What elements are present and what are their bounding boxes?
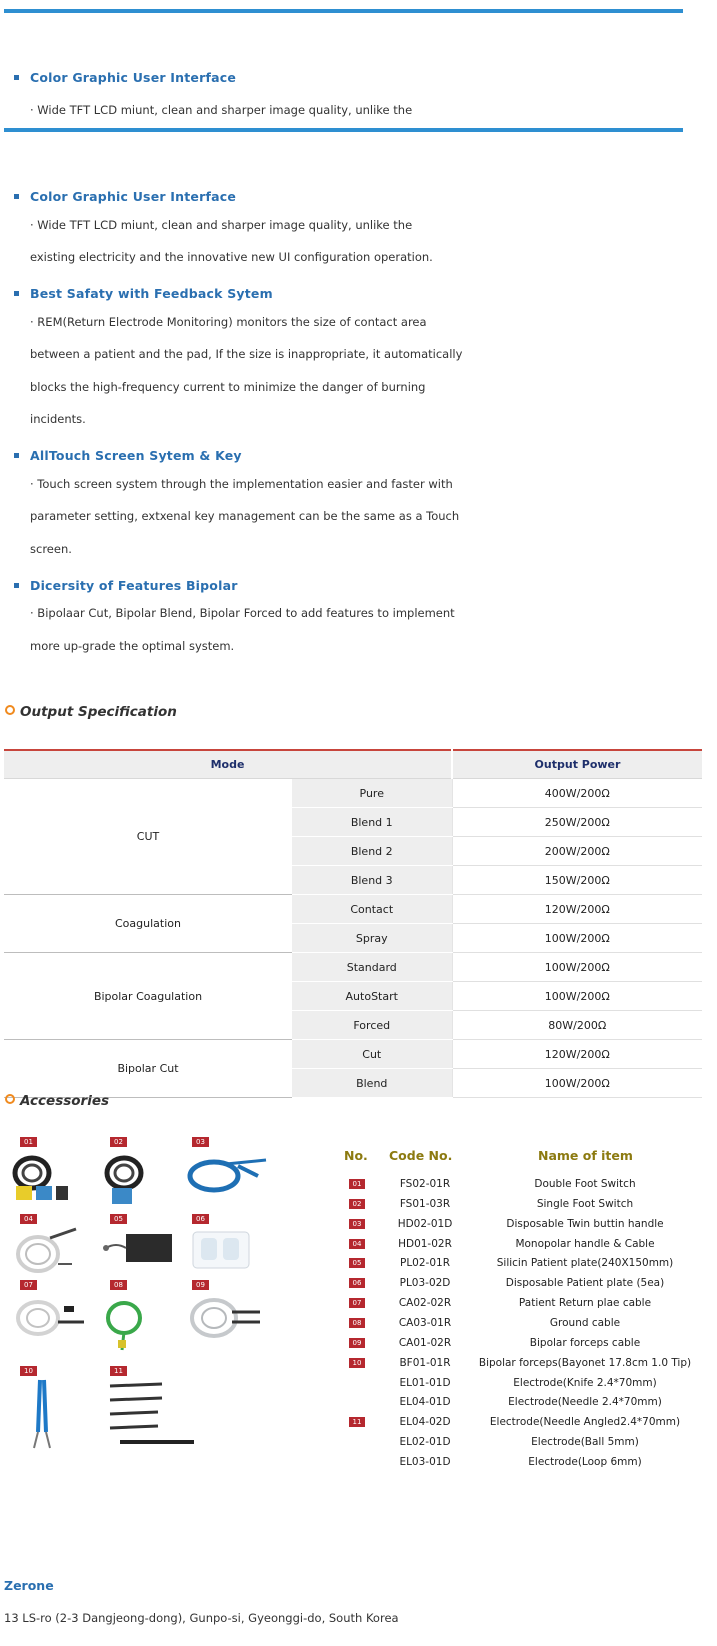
spec-power-cell: 150W/200Ω xyxy=(452,866,702,895)
spec-mode-cell: Bipolar Coagulation xyxy=(4,953,292,1040)
feature-title-text: Best Safaty with Feedback Sytem xyxy=(30,286,273,301)
feature-title-text: Dicersity of Features Bipolar xyxy=(30,578,238,593)
item-number-badge: 07 xyxy=(349,1298,365,1308)
accessory-row xyxy=(340,1414,700,1433)
feature-text-line: · Touch screen system through the implementation easier and faster with xyxy=(30,477,453,491)
accessory-row xyxy=(340,1394,700,1413)
spec-power-cell: 120W/200Ω xyxy=(452,895,702,924)
top-feature-line: · Wide TFT LCD miunt, clean and sharper image quality, unlike the xyxy=(30,103,413,117)
item-code: HD01-02R xyxy=(398,1237,452,1250)
item-name: Bipolar forceps cable xyxy=(529,1336,641,1349)
accessory-row xyxy=(340,1295,700,1314)
accessory-row xyxy=(340,1434,700,1453)
item-code: EL04-02D xyxy=(399,1416,451,1429)
spec-row xyxy=(4,1040,702,1069)
accessory-row xyxy=(340,1196,700,1215)
item-number-badge: 05 xyxy=(349,1258,365,1268)
spec-submode-cell: AutoStart xyxy=(292,982,452,1011)
item-code: CA01-02R xyxy=(398,1336,452,1349)
square-bullet-icon xyxy=(14,583,19,588)
item-code: FS02-01R xyxy=(399,1178,451,1190)
item-name: Electrode(Knife 2.4*70mm) xyxy=(513,1376,657,1389)
feature-text-line: existing electricity and the innovative new UI configuration operation. xyxy=(30,250,433,264)
silicone-patient-plate-image xyxy=(102,1226,178,1272)
item-number-badge: 02 xyxy=(349,1199,365,1209)
item-code: FS01-03R xyxy=(399,1197,451,1210)
item-name: Electrode(Ball 5mm) xyxy=(531,1436,639,1449)
accessories-heading: Accessories xyxy=(5,1093,109,1109)
item-number-badge: 01 xyxy=(349,1179,365,1189)
thumbnail-number-badge: 03 xyxy=(192,1137,209,1147)
top-feature-title xyxy=(14,70,236,85)
thumbnail-number-badge: 08 xyxy=(110,1280,127,1290)
spec-submode-cell: Pure xyxy=(292,779,452,808)
item-code: CA02-02R xyxy=(398,1297,452,1310)
spec-submode-cell: Forced xyxy=(292,1011,452,1040)
spec-mode-cell: CUT xyxy=(4,779,292,895)
electrodes-image xyxy=(106,1378,198,1454)
square-bullet-icon xyxy=(14,453,19,458)
thumbnail-number-badge: 10 xyxy=(20,1366,37,1376)
spec-power-cell: 120W/200Ω xyxy=(452,1040,702,1069)
spec-submode-cell: Cut xyxy=(292,1040,452,1069)
spec-power-cell: 400W/200Ω xyxy=(452,779,702,808)
twin-button-handle-image xyxy=(186,1148,276,1196)
thumbnail-number-badge: 02 xyxy=(110,1137,127,1147)
feature-title xyxy=(14,189,236,204)
section-rule xyxy=(4,128,683,132)
thumbnail-number-badge: 11 xyxy=(110,1366,127,1376)
spec-submode-cell: Blend 2 xyxy=(292,837,452,866)
item-number-badge: 06 xyxy=(349,1278,365,1288)
spec-power-cell: 80W/200Ω xyxy=(452,1011,702,1040)
top-rule xyxy=(4,9,683,13)
accessory-row xyxy=(340,1355,700,1374)
accessory-row xyxy=(340,1375,700,1394)
accessory-row xyxy=(340,1454,700,1473)
accessory-row xyxy=(340,1335,700,1354)
output-spec-table xyxy=(4,749,702,1098)
feature-text-line: screen. xyxy=(30,542,72,556)
bipolar-forceps-cable-image xyxy=(188,1292,264,1342)
feature-text-line: between a patient and the pad, If the size is inappropriate, it automatically xyxy=(30,347,463,361)
spec-row xyxy=(4,779,702,808)
feature-title-text: Color Graphic User Interface xyxy=(30,189,237,204)
bipolar-forceps-image xyxy=(28,1378,58,1454)
feature-text-line: · Wide TFT LCD miunt, clean and sharper image quality, unlike the xyxy=(30,218,413,232)
spec-mode-cell: Coagulation xyxy=(4,895,292,953)
item-number-badge: 09 xyxy=(349,1338,365,1348)
spec-power-cell: 100W/200Ω xyxy=(452,982,702,1011)
square-bullet-icon xyxy=(14,291,19,296)
spec-submode-cell: Blend 3 xyxy=(292,866,452,895)
feature-text-line: more up-grade the optimal system. xyxy=(30,639,235,653)
spec-row xyxy=(4,895,702,924)
top-feature-title-text: Color Graphic User Interface xyxy=(30,70,237,85)
feature-title-text: AllTouch Screen Sytem & Key xyxy=(30,448,242,463)
col-header-name: Name of item xyxy=(538,1148,633,1163)
circle-bullet-icon xyxy=(5,1094,15,1104)
circle-bullet-icon xyxy=(5,705,15,715)
monopolar-handle-image xyxy=(14,1226,80,1276)
item-code: PL02-01R xyxy=(400,1257,450,1270)
accessory-row xyxy=(340,1236,700,1255)
feature-title xyxy=(14,286,273,301)
item-number-badge: 11 xyxy=(349,1417,365,1427)
thumbnail-number-badge: 04 xyxy=(20,1214,37,1224)
col-header-no: No. xyxy=(344,1148,368,1163)
output-spec-heading: Output Specification xyxy=(5,704,177,720)
spec-power-cell: 100W/200Ω xyxy=(452,924,702,953)
accessory-row xyxy=(340,1255,700,1274)
single-foot-switch-image xyxy=(102,1148,152,1210)
spec-submode-cell: Blend 1 xyxy=(292,808,452,837)
col-header-code: Code No. xyxy=(389,1148,453,1163)
spec-power-cell: 250W/200Ω xyxy=(452,808,702,837)
thumbnail-number-badge: 01 xyxy=(20,1137,37,1147)
thumbnail-number-badge: 09 xyxy=(192,1280,209,1290)
spec-power-cell: 100W/200Ω xyxy=(452,953,702,982)
feature-text-line: blocks the high-frequency current to minimize the danger of burning xyxy=(30,380,426,394)
item-code: BF01-01R xyxy=(399,1356,451,1369)
item-name: Electrode(Needle Angled2.4*70mm) xyxy=(489,1416,681,1429)
return-plate-cable-image xyxy=(14,1292,88,1338)
item-name: Disposable Twin buttin handle xyxy=(506,1217,664,1230)
item-name: Patient Return plae cable xyxy=(518,1297,652,1310)
thumbnail-number-badge: 05 xyxy=(110,1214,127,1224)
feature-title xyxy=(14,578,238,593)
item-name: Ground cable xyxy=(549,1316,621,1329)
feature-text-line: incidents. xyxy=(30,412,86,426)
item-number-badge: 08 xyxy=(349,1318,365,1328)
item-name: Double Foot Switch xyxy=(534,1178,636,1190)
item-number-badge: 10 xyxy=(349,1358,365,1368)
item-code: HD02-01D xyxy=(397,1217,453,1230)
item-name: Silicin Patient plate(240X150mm) xyxy=(496,1257,674,1270)
feature-text-line: parameter setting, extxenal key management can be the same as a Touch xyxy=(30,509,460,523)
spec-row xyxy=(4,953,702,982)
square-bullet-icon xyxy=(14,75,19,80)
item-name: Electrode(Needle 2.4*70mm) xyxy=(508,1396,662,1409)
item-number-badge: 03 xyxy=(349,1219,365,1229)
item-name: Bipolar forceps(Bayonet 17.8cm 1.0 Tip) xyxy=(478,1356,692,1369)
spec-submode-cell: Blend xyxy=(292,1069,452,1098)
accessory-row xyxy=(340,1275,700,1294)
item-number-badge: 04 xyxy=(349,1239,365,1249)
thumbnail-number-badge: 07 xyxy=(20,1280,37,1290)
spec-submode-cell: Contact xyxy=(292,895,452,924)
item-code: CA03-01R xyxy=(398,1316,452,1329)
spec-submode-cell: Spray xyxy=(292,924,452,953)
spec-power-cell: 100W/200Ω xyxy=(452,1069,702,1098)
spec-mode-cell: Bipolar Cut xyxy=(4,1040,292,1098)
footer-brand: Zerone xyxy=(4,1578,54,1593)
item-code: PL03-02D xyxy=(399,1277,451,1290)
footer-address: 13 LS-ro (2-3 Dangjeong-dong), Gunpo-si, Gyeonggi-do, South Korea xyxy=(4,1611,399,1625)
spec-submode-cell: Standard xyxy=(292,953,452,982)
thumbnail-number-badge: 06 xyxy=(192,1214,209,1224)
feature-title xyxy=(14,448,242,463)
feature-text-line: · Bipolaar Cut, Bipolar Blend, Bipolar Forced to add features to implement xyxy=(30,606,455,620)
item-code: EL02-01D xyxy=(399,1436,451,1449)
accessory-row xyxy=(340,1176,700,1195)
spec-power-cell: 200W/200Ω xyxy=(452,837,702,866)
ground-cable-image xyxy=(104,1292,154,1354)
accessory-row xyxy=(340,1315,700,1334)
item-name: Disposable Patient plate (5ea) xyxy=(505,1277,665,1290)
accessory-row xyxy=(340,1216,700,1235)
disposable-patient-plate-image xyxy=(190,1226,254,1272)
item-name: Electrode(Loop 6mm) xyxy=(528,1455,642,1468)
col-header-output-power: Output Power xyxy=(452,750,702,779)
double-foot-switch-image xyxy=(12,1148,76,1206)
item-code: EL04-01D xyxy=(399,1396,451,1409)
item-name: Single Foot Switch xyxy=(536,1197,634,1210)
square-bullet-icon xyxy=(14,194,19,199)
col-header-mode: Mode xyxy=(4,750,452,779)
item-code: EL03-01D xyxy=(399,1455,451,1468)
item-name: Monopolar handle & Cable xyxy=(515,1237,655,1250)
item-code: EL01-01D xyxy=(399,1376,451,1389)
feature-text-line: · REM(Return Electrode Monitoring) monitors the size of contact area xyxy=(30,315,427,329)
